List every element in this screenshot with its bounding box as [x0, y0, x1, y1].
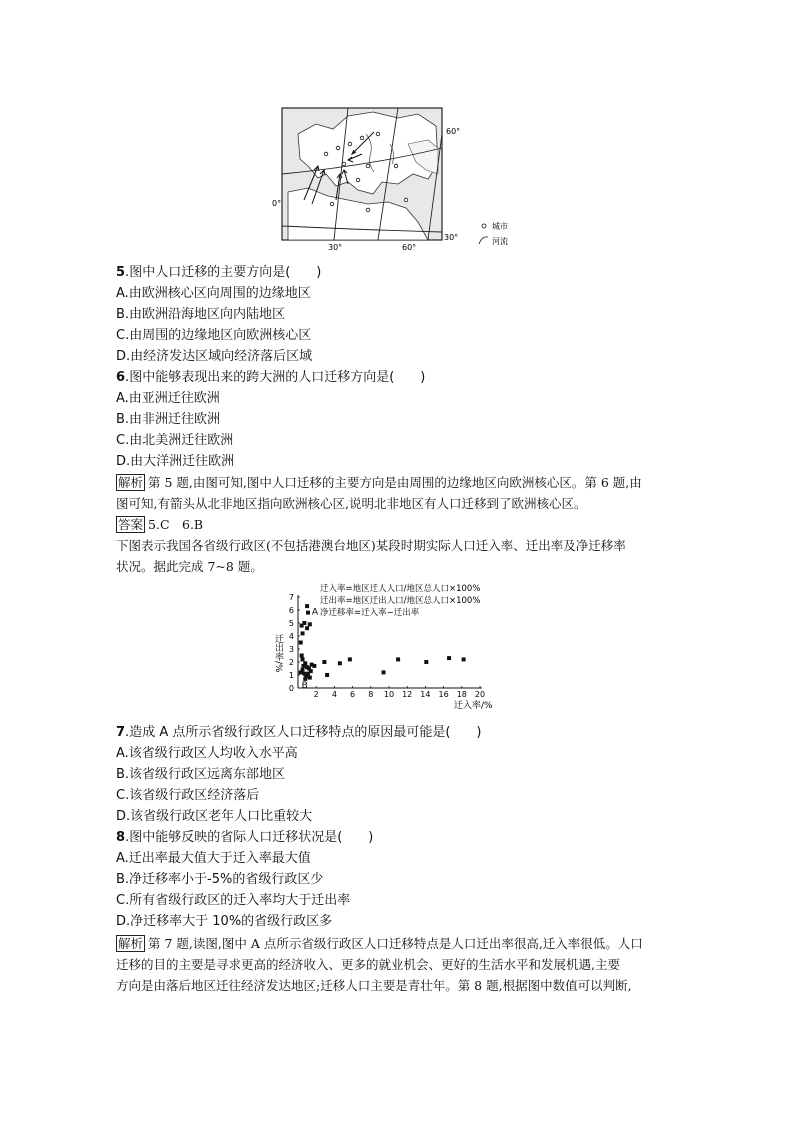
chart-x-tick-label: 16: [438, 690, 449, 699]
chart-y-tick-label: 3: [288, 645, 294, 654]
chart-x-tick-label: 18: [456, 690, 467, 699]
chart-point: [322, 660, 326, 664]
legend-river-label: 河流: [492, 237, 508, 246]
chart-y-tick-label: 1: [288, 671, 294, 680]
chart-x-tick-label: 8: [368, 690, 374, 699]
q6-option-a: A.由亚洲迁往欧洲: [116, 391, 220, 406]
chart-y-tick-label: 0: [288, 684, 294, 693]
q5-number: 5: [116, 265, 126, 280]
chart-point: [301, 631, 305, 635]
chart-y-tick-label: 7: [288, 593, 294, 602]
answer-text: 5.C 6.B: [148, 517, 204, 532]
intro-7-8-line1: 下图表示我国各省级行政区(不包括港澳台地区)某段时期实际人口迁入率、迁出率及净迁移率: [116, 538, 626, 553]
q7-stem: 7.造成 A 点所示省级行政区人口迁移特点的原因最可能是( ): [116, 725, 482, 740]
q8-option-c: C.所有省级行政区的迁入率均大于迁出率: [116, 893, 351, 908]
chart-x-tick-label: 6: [350, 690, 356, 699]
q7-option-d: D.该省级行政区老年人口比重较大: [116, 809, 313, 824]
chart-x-tick-label: 20: [474, 690, 486, 699]
chart-x-tick-label: 14: [420, 690, 431, 699]
lon-label-60: 60°: [402, 243, 417, 252]
explanation-7-8-line2: 迁移的目的主要是寻求更高的经济收入、更多的就业机会、更好的生活水平和发展机遇,主要: [116, 957, 620, 972]
legend-city-icon: [482, 224, 486, 228]
q7-option-c: C.该省级行政区经济落后: [116, 788, 260, 803]
explanation-7-8-line1: [116, 934, 643, 954]
q6-option-c: C.由北美洲迁往欧洲: [116, 433, 234, 448]
q5-option-c: C.由周围的边缘地区向欧洲核心区: [116, 328, 312, 343]
legend-city-label: 城市: [492, 222, 508, 231]
chart-y-tick-label: 6: [288, 606, 294, 615]
explanation-tag: 解析: [118, 936, 144, 951]
explanation-5-6-line1: [116, 473, 642, 493]
q8-stem: 8.图中能够反映的省际人口迁移状况是( ): [116, 830, 374, 845]
chart-x-tick-label: 2: [313, 690, 319, 699]
q8-stem-text: 图中能够反映的省际人口迁移状况是( ): [129, 830, 374, 845]
q6-stem-text: 图中能够表现出来的跨大洲的人口迁移方向是( ): [129, 370, 426, 385]
chart-point: [382, 670, 386, 674]
chart-annotation-a: A: [311, 607, 319, 618]
explanation-text: 第 5 题,由图可知,图中人口迁移的主要方向是由周围的边缘地区向欧洲核心区。第 6 题,由: [148, 475, 642, 490]
q6-option-b: B.由非洲迁往欧洲: [116, 412, 221, 427]
q8-option-d: D.净迁移率大于 10%的省级行政区多: [116, 914, 333, 929]
chart-point: [308, 622, 312, 626]
chart-point: [306, 611, 310, 615]
chart-x-tick-label: 12: [402, 690, 413, 699]
explanation-5-6-line2: 图可知,有箭头从北非地区指向欧洲核心区,说明北非地区有人口迁移到了欧洲核心区。: [116, 496, 587, 511]
migration-scatter-chart: [268, 582, 524, 712]
chart-y-tick-label: 4: [288, 632, 294, 641]
q8-option-a: A.迁出率最大值大于迁入率最大值: [116, 851, 311, 866]
chart-annotation-b: B: [301, 680, 308, 691]
chart-point: [312, 664, 316, 668]
chart-point: [308, 676, 312, 680]
q5-stem: 5.图中人口迁移的主要方向是( ): [116, 265, 322, 280]
lon-label-30: 30°: [328, 243, 343, 252]
chart-point: [301, 664, 305, 668]
chart-point: [305, 604, 309, 608]
chart-formula-2: 迁出率=地区迁出人口/地区总人口×100%: [320, 596, 481, 606]
chart-ylabel: 迁出率/%: [273, 634, 283, 673]
q5-stem-text: 图中人口迁移的主要方向是( ): [129, 265, 322, 280]
chart-x-tick-label: 10: [383, 690, 395, 699]
intro-7-8-line2: 状况。据此完成 7~8 题。: [116, 559, 263, 574]
chart-point: [305, 626, 309, 630]
chart-point: [396, 657, 400, 661]
chart-point: [424, 660, 428, 664]
lat-label-0: 0°: [272, 199, 282, 208]
chart-point: [302, 672, 306, 676]
chart-y-tick-label: 5: [288, 619, 294, 628]
migration-map: [272, 104, 532, 252]
chart-point: [300, 624, 304, 628]
explanation-7-8-line3: 方向是由落后地区迁往经济发达地区;迁移人口主要是青壮年。第 8 题,根据图中数值可以判断,: [116, 978, 632, 993]
q6-stem: 6.图中能够表现出来的跨大洲的人口迁移方向是( ): [116, 370, 426, 385]
answer-tag: 答案: [118, 517, 144, 532]
chart-point: [300, 654, 304, 658]
chart-point: [348, 657, 352, 661]
lat-label-60: 60°: [446, 127, 461, 136]
explanation-tag: 解析: [118, 475, 144, 490]
chart-point: [299, 641, 303, 645]
q5-option-a: A.由欧洲核心区向周围的边缘地区: [116, 286, 311, 301]
chart-x-tick-label: 4: [331, 690, 337, 699]
q8-option-b: B.净迁移率小于-5%的省级行政区少: [116, 872, 324, 887]
chart-point: [462, 657, 466, 661]
chart-xlabel: 迁入率/%: [454, 701, 493, 711]
explanation-text: 第 7 题,读图,图中 A 点所示省级行政区人口迁移特点是人口迁出率很高,迁入率很低。人口: [148, 936, 643, 951]
chart-point: [325, 673, 329, 677]
q8-number: 8: [116, 830, 126, 845]
chart-formula-3: 净迁移率=迁入率−迁出率: [320, 608, 420, 618]
q7-option-a: A.该省级行政区人均收入水平高: [116, 746, 298, 761]
q7-option-b: B.该省级行政区远离东部地区: [116, 767, 286, 782]
chart-point: [447, 656, 451, 660]
legend-river-icon: [479, 237, 488, 244]
chart-point: [338, 661, 342, 665]
q6-number: 6: [116, 370, 126, 385]
q5-option-b: B.由欧洲沿海地区向内陆地区: [116, 307, 286, 322]
q5-option-d: D.由经济发达区域向经济落后区域: [116, 349, 313, 364]
q7-stem-text: 造成 A 点所示省级行政区人口迁移特点的原因最可能是( ): [129, 725, 482, 740]
lat-label-30: 30°: [444, 233, 459, 242]
chart-formula-1: 迁入率=地区迁人人口/地区总人口×100%: [320, 584, 481, 594]
chart-point: [299, 670, 303, 674]
q7-number: 7: [116, 725, 126, 740]
chart-y-tick-label: 2: [288, 658, 294, 667]
chart-point: [301, 657, 305, 661]
q6-option-d: D.由大洋洲迁往欧洲: [116, 454, 235, 469]
answer-5-6: [116, 515, 203, 535]
